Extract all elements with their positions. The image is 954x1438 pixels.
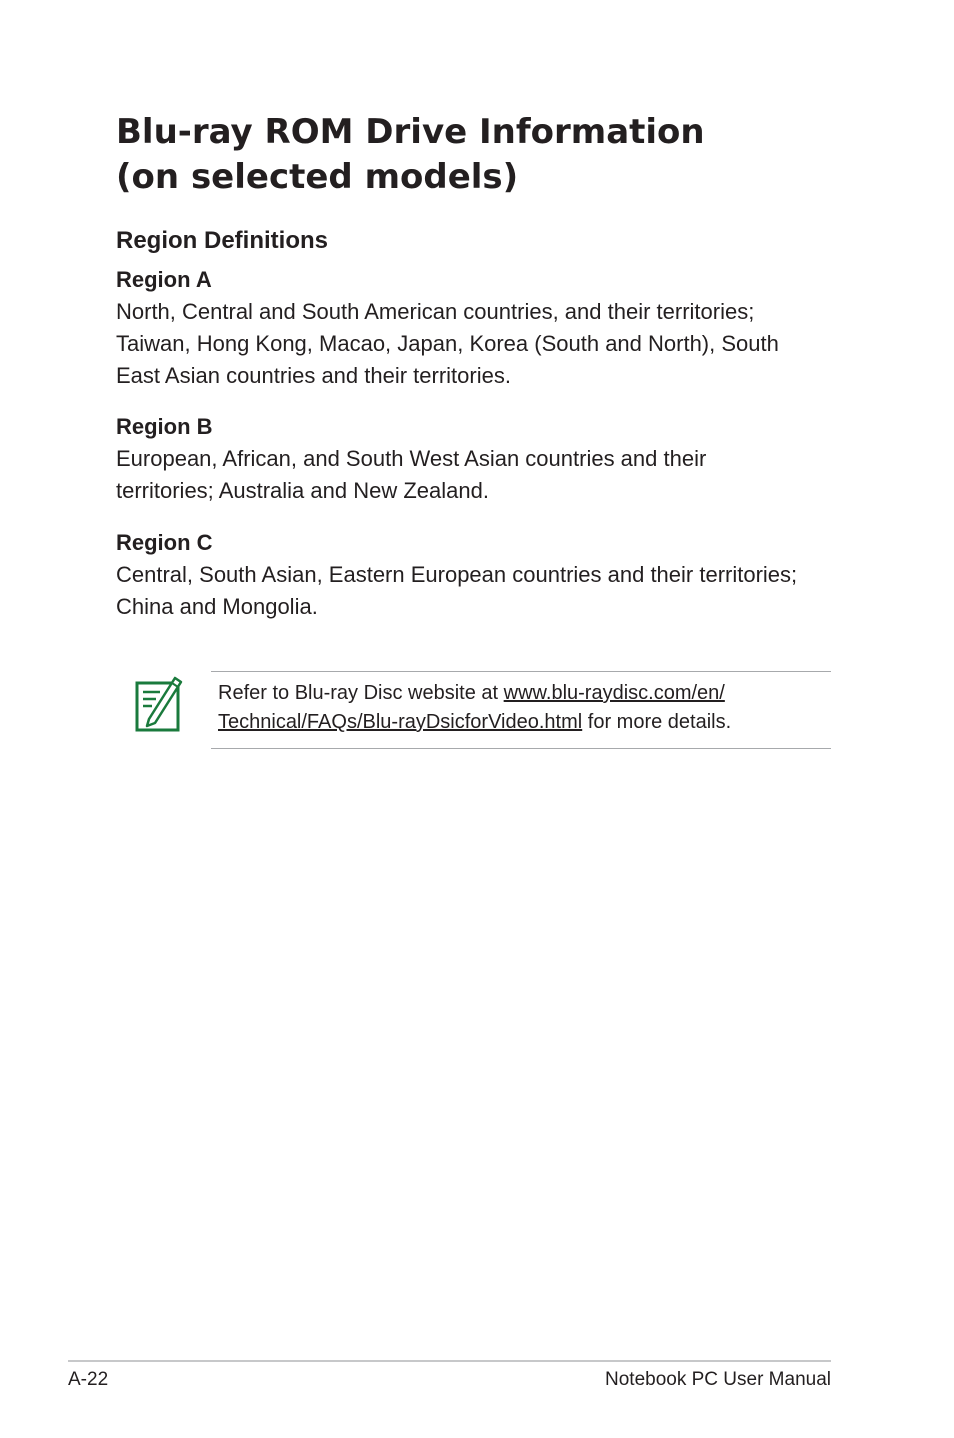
- blu-ray-website-link[interactable]: www.blu-raydisc.com/en/: [503, 682, 725, 704]
- section-heading: Region Definitions: [116, 227, 328, 254]
- footer-manual-title: Notebook PC User Manual: [605, 1369, 831, 1390]
- region-c-line: China and Mongolia.: [116, 594, 318, 619]
- note-pencil-icon: [134, 673, 184, 733]
- region-a-line: Taiwan, Hong Kong, Macao, Japan, Korea (South and North), South: [116, 331, 779, 356]
- blu-ray-website-link-continued[interactable]: Technical/FAQs/Blu-rayDsicforVideo.html: [218, 711, 583, 733]
- region-c-block: [116, 528, 846, 623]
- note-text: [218, 679, 828, 737]
- region-c-heading: Region C: [116, 530, 213, 555]
- region-a-heading: Region A: [116, 267, 212, 292]
- note-box: [211, 671, 831, 749]
- region-a-line: North, Central and South American countries, and their territories;: [116, 299, 755, 324]
- region-b-line: European, African, and South West Asian countries and their: [116, 446, 707, 471]
- footer-page-number: A-22: [68, 1369, 109, 1390]
- region-b-block: [116, 412, 846, 507]
- region-a-block: [116, 265, 846, 392]
- note-line-1: [218, 679, 828, 708]
- page-title: [116, 110, 876, 200]
- region-c-line: Central, South Asian, Eastern European countries and their territories;: [116, 562, 798, 587]
- region-a-line: East Asian countries and their territories.: [116, 363, 511, 388]
- footer-divider: [68, 1360, 831, 1362]
- region-b-line: territories; Australia and New Zealand.: [116, 478, 489, 503]
- region-b-description: [116, 443, 846, 507]
- note-line-2: [218, 708, 828, 737]
- region-b-heading: Region B: [116, 414, 213, 439]
- note-text-before: Refer to Blu-ray Disc website at: [218, 682, 504, 704]
- note-text-after: for more details.: [582, 711, 732, 733]
- region-a-description: [116, 296, 846, 392]
- page-title-line-2: (on selected models): [116, 157, 519, 197]
- region-c-description: [116, 559, 846, 623]
- page-title-line-1: Blu-ray ROM Drive Information: [116, 112, 705, 152]
